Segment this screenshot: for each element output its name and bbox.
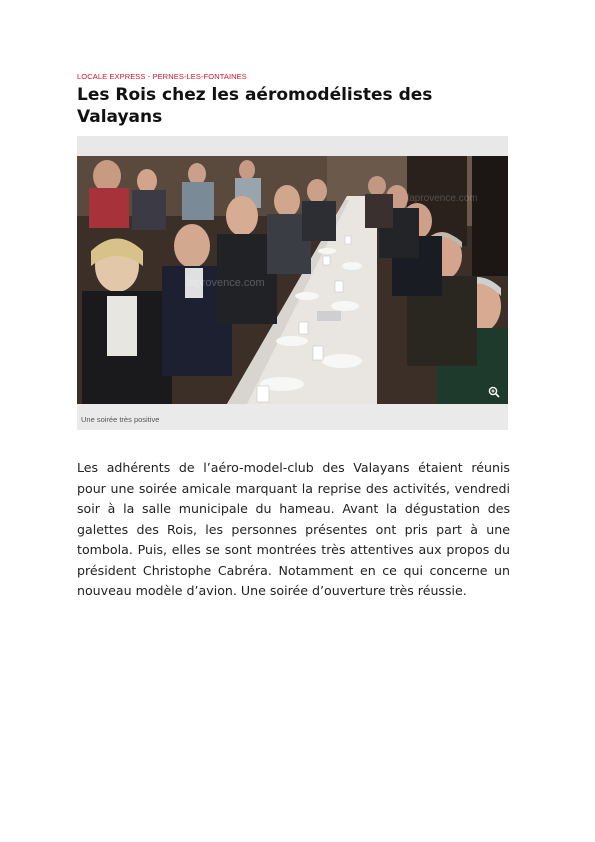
article-photo[interactable] bbox=[77, 156, 508, 404]
photo-watermark: laprovence.com bbox=[187, 277, 265, 289]
article-body: Les adhérents de l’aéro-model-club des Valayans étaient réunis pour une soirée amicale marquant la reprise des activités, vendredi soir à la salle municipale du hameau. Avant la dégustation des galettes des Rois, les personnes présentes ont pris part à une tombola. Puis, elles se sont montrées très attentives aux propos du président Christophe Cabréra. Notamment en ce qui concerne un nouveau modèle d’avion. Une soirée d’ouverture très réussie. bbox=[77, 460, 510, 598]
article bbox=[77, 72, 511, 602]
photo-illustration bbox=[77, 156, 508, 404]
article-title: Les Rois chez les aéromodélistes des Valayans bbox=[77, 85, 433, 127]
article-kicker[interactable]: LOCALE EXPRESS - PERNES-LES-FONTAINES bbox=[77, 72, 247, 81]
article-figure bbox=[77, 136, 508, 430]
zoom-in-icon[interactable] bbox=[488, 386, 500, 398]
photo-watermark-2: laprovence.com bbox=[407, 193, 478, 204]
photo-caption: Une soirée très positive bbox=[81, 415, 160, 424]
photo-top-margin bbox=[77, 136, 508, 156]
